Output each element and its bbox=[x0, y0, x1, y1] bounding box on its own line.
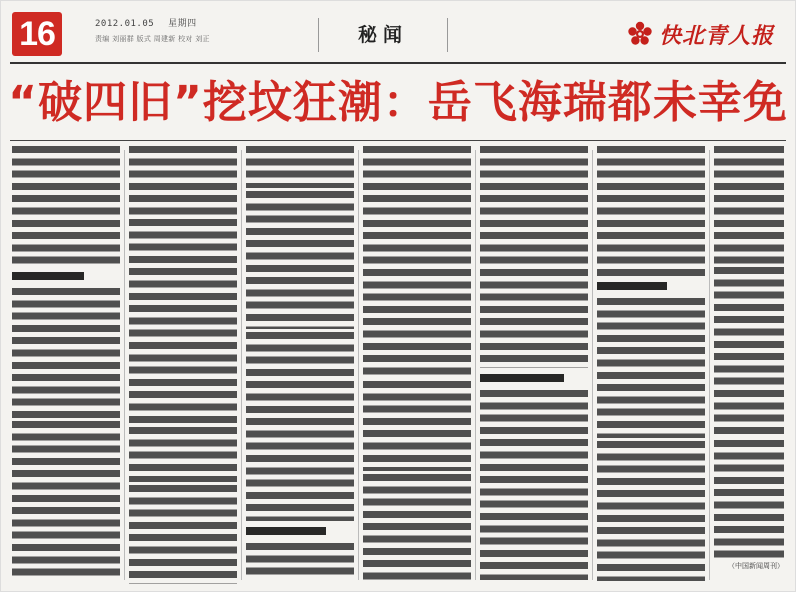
header-rule bbox=[10, 62, 786, 64]
article-paragraph bbox=[597, 146, 705, 276]
column-divider bbox=[475, 150, 476, 580]
article-column-1 bbox=[12, 146, 120, 584]
flower-logo-icon bbox=[627, 21, 653, 47]
article-paragraph bbox=[129, 427, 237, 482]
article-paragraph bbox=[363, 381, 471, 471]
article-paragraph bbox=[714, 440, 784, 558]
article-column-3 bbox=[246, 146, 354, 584]
article-paragraph bbox=[714, 267, 784, 437]
article-paragraph bbox=[597, 441, 705, 581]
column-divider bbox=[241, 150, 242, 580]
article-column-4 bbox=[363, 146, 471, 584]
article-paragraph bbox=[129, 146, 237, 216]
article-subhead bbox=[597, 282, 667, 292]
masthead bbox=[627, 14, 774, 54]
column-divider bbox=[592, 150, 593, 580]
article-column-2 bbox=[129, 146, 237, 584]
article-paragraph bbox=[363, 146, 471, 378]
page-header bbox=[0, 0, 796, 64]
column-divider bbox=[358, 150, 359, 580]
article-column-5 bbox=[480, 146, 588, 584]
main-headline: “破四旧”挖坟狂潮：岳飞海瑞都未幸免 bbox=[8, 77, 788, 128]
article-paragraph bbox=[246, 191, 354, 329]
article-subhead bbox=[12, 272, 84, 282]
issue-weekday: 星期四 bbox=[168, 19, 197, 29]
headline-rule bbox=[10, 140, 786, 141]
article-paragraph bbox=[246, 332, 354, 452]
article-paragraph bbox=[480, 146, 588, 368]
date-line bbox=[95, 16, 205, 29]
article-paragraph bbox=[246, 455, 354, 521]
article-subhead bbox=[480, 374, 564, 384]
article-paragraph bbox=[12, 146, 120, 266]
article-paragraph bbox=[363, 474, 471, 580]
article-column-7 bbox=[714, 146, 784, 584]
article-paragraph bbox=[246, 146, 354, 188]
article-subhead bbox=[246, 527, 326, 537]
article-paragraph bbox=[597, 298, 705, 438]
article-paragraph bbox=[12, 421, 120, 581]
article-paragraph bbox=[12, 288, 120, 418]
issue-date: 2012.01.05 bbox=[95, 19, 155, 29]
column-divider bbox=[124, 150, 125, 580]
newspaper-name: 快北青人报 bbox=[658, 22, 774, 49]
source-note: （中国新闻周刊） bbox=[728, 562, 784, 570]
article-paragraph bbox=[129, 485, 237, 584]
page-number: 16 bbox=[12, 12, 62, 56]
article-paragraph bbox=[129, 219, 237, 424]
article-column-6 bbox=[597, 146, 705, 584]
column-divider bbox=[709, 150, 710, 580]
editor-credits: 责编 刘丽群 版式 周建新 校对 刘正 bbox=[95, 35, 210, 43]
section-title: 秘闻 bbox=[318, 18, 448, 52]
article-paragraph bbox=[714, 146, 784, 264]
article-paragraph bbox=[480, 390, 588, 580]
article-body bbox=[12, 146, 784, 584]
article-paragraph bbox=[246, 543, 354, 579]
